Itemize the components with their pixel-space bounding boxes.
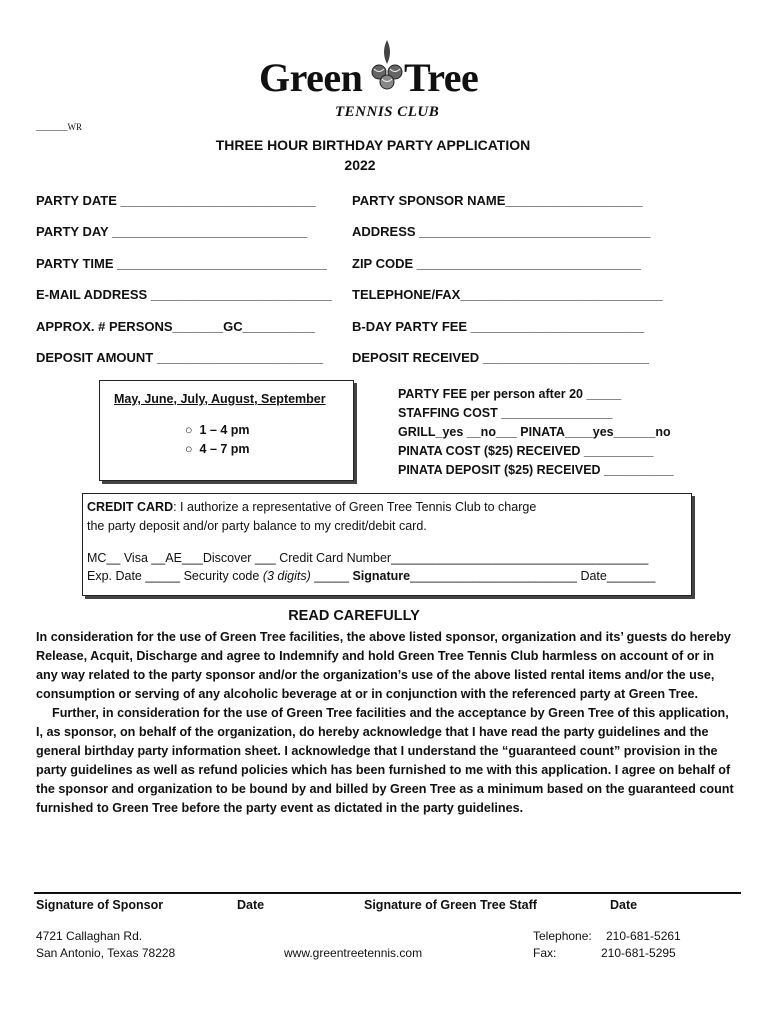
footer-fax: 210-681-5295 <box>601 946 676 960</box>
credit-card-label: CREDIT CARD <box>87 500 174 514</box>
footer-fax-label: Fax: <box>533 946 557 960</box>
read-carefully-heading: READ CAREFULLY <box>288 608 420 624</box>
signature-date-blank: ________________________ Date_______ <box>410 569 656 583</box>
footer-address-line-1: 4721 Callaghan Rd. <box>36 929 143 943</box>
pinata-deposit-field[interactable]: PINATA DEPOSIT ($25) RECEIVED __________ <box>398 463 674 477</box>
credit-card-auth-text: : I authorize a representative of Green Tree Tennis Club to charge <box>173 500 537 514</box>
signature-divider <box>34 892 741 894</box>
footer-website[interactable]: www.greentreetennis.com <box>284 946 423 960</box>
zip-code-field[interactable]: ZIP CODE _______________________________ <box>352 256 641 271</box>
page-year: 2022 <box>344 157 376 173</box>
deposit-received-field[interactable]: DEPOSIT RECEIVED _______________________ <box>352 350 650 365</box>
staff-date-label[interactable]: Date <box>610 898 638 912</box>
exp-date-text: Exp. Date _____ Security code <box>87 569 263 583</box>
bday-party-fee-field[interactable]: B-DAY PARTY FEE ________________________ <box>352 319 645 334</box>
wr-label: _______WR <box>36 122 82 132</box>
pinata-cost-field[interactable]: PINATA COST ($25) RECEIVED __________ <box>398 444 654 458</box>
security-code-blank: _____ <box>310 569 353 583</box>
grill-pinata-field[interactable]: GRILL_yes __no___ PINATA____yes______no <box>398 425 671 439</box>
address-field[interactable]: ADDRESS ________________________________ <box>352 224 651 239</box>
party-day-field[interactable]: PARTY DAY ___________________________ <box>36 224 308 239</box>
release-agreement-text <box>36 628 736 818</box>
security-code-hint: (3 digits) <box>262 569 311 583</box>
footer-telephone-label: Telephone: <box>533 929 592 943</box>
logo-subtitle: TENNIS CLUB <box>335 104 440 120</box>
staffing-cost-field[interactable]: STAFFING COST ________________ <box>398 406 613 420</box>
persons-field[interactable]: APPROX. # PERSONS_______GC__________ <box>36 319 315 334</box>
page-title: THREE HOUR BIRTHDAY PARTY APPLICATION <box>215 137 531 153</box>
footer-address-line-2: San Antonio, Texas 78228 <box>36 946 176 960</box>
logo-word-green: Green <box>259 55 363 100</box>
party-fee-field[interactable]: PARTY FEE per person after 20 _____ <box>398 387 622 401</box>
footer-telephone: 210-681-5261 <box>606 929 681 943</box>
time-option-label: 1 – 4 pm <box>199 423 250 437</box>
card-type-number-field[interactable]: MC__ Visa __AE___Discover ___ Credit Card Number_____________________________________ <box>87 551 649 565</box>
release-paragraph: In consideration for the use of Green Tree facilities, the above listed sponsor, organization and its’ guests do hereby Release, Acquit, Discharge and agree to Indemnify and hold Green Tree Tennis Club harmless on account of or in any way related to the party sponsor and/or the organization’s use of the above listed rental items and/or the use, consumption or serving of any alcoholic beverage at or in conjunction with the referenced party at Green Tree. <box>36 630 731 701</box>
season-time-box <box>99 380 354 481</box>
time-option-2[interactable] <box>185 442 250 456</box>
party-time-field[interactable]: PARTY TIME _____________________________ <box>36 256 327 271</box>
logo-word-tree: Tree <box>404 55 479 100</box>
signature-label: Signature <box>352 569 411 583</box>
telephone-fax-field[interactable]: TELEPHONE/FAX____________________________ <box>352 287 663 302</box>
sponsor-date-label[interactable]: Date <box>237 898 265 912</box>
party-date-field[interactable]: PARTY DATE ___________________________ <box>36 193 316 208</box>
email-field[interactable]: E-MAIL ADDRESS _________________________ <box>36 287 332 302</box>
radio-circle-icon[interactable]: ○ <box>185 423 193 437</box>
credit-card-box <box>82 493 692 596</box>
season-months: May, June, July, August, September <box>114 392 326 406</box>
time-option-1[interactable] <box>185 423 250 437</box>
exp-security-signature-field[interactable] <box>87 569 656 583</box>
deposit-amount-field[interactable]: DEPOSIT AMOUNT _______________________ <box>36 350 324 365</box>
credit-card-line-2: the party deposit and/or party balance to my credit/debit card. <box>87 519 427 533</box>
acknowledgement-paragraph: Further, in consideration for the use of Green Tree facilities and the acceptance by Green Tree of this application, I, as sponsor, on behalf of the organization, do hereby acknowledge that I have read the party guidelines and the general birthday party information sheet. I acknowledge that I understand the “guaranteed count” provision in the party guidelines as well as refund policies which has been furnished to me with this application. I agree on behalf of the sponsor and organization to be bound by and billed by Green Tree as a minimum based on the guaranteed count furnished to Green Tree before the party event as dictated in the party guidelines. <box>36 706 734 815</box>
sponsor-name-field[interactable]: PARTY SPONSOR NAME___________________ <box>352 193 643 208</box>
radio-circle-icon[interactable]: ○ <box>185 442 193 456</box>
sponsor-signature-label[interactable]: Signature of Sponsor <box>36 898 164 912</box>
credit-card-line-1 <box>87 500 536 514</box>
tennis-ball-tree-icon <box>365 38 409 96</box>
time-option-label: 4 – 7 pm <box>199 442 250 456</box>
staff-signature-label[interactable]: Signature of Green Tree Staff <box>364 898 537 912</box>
